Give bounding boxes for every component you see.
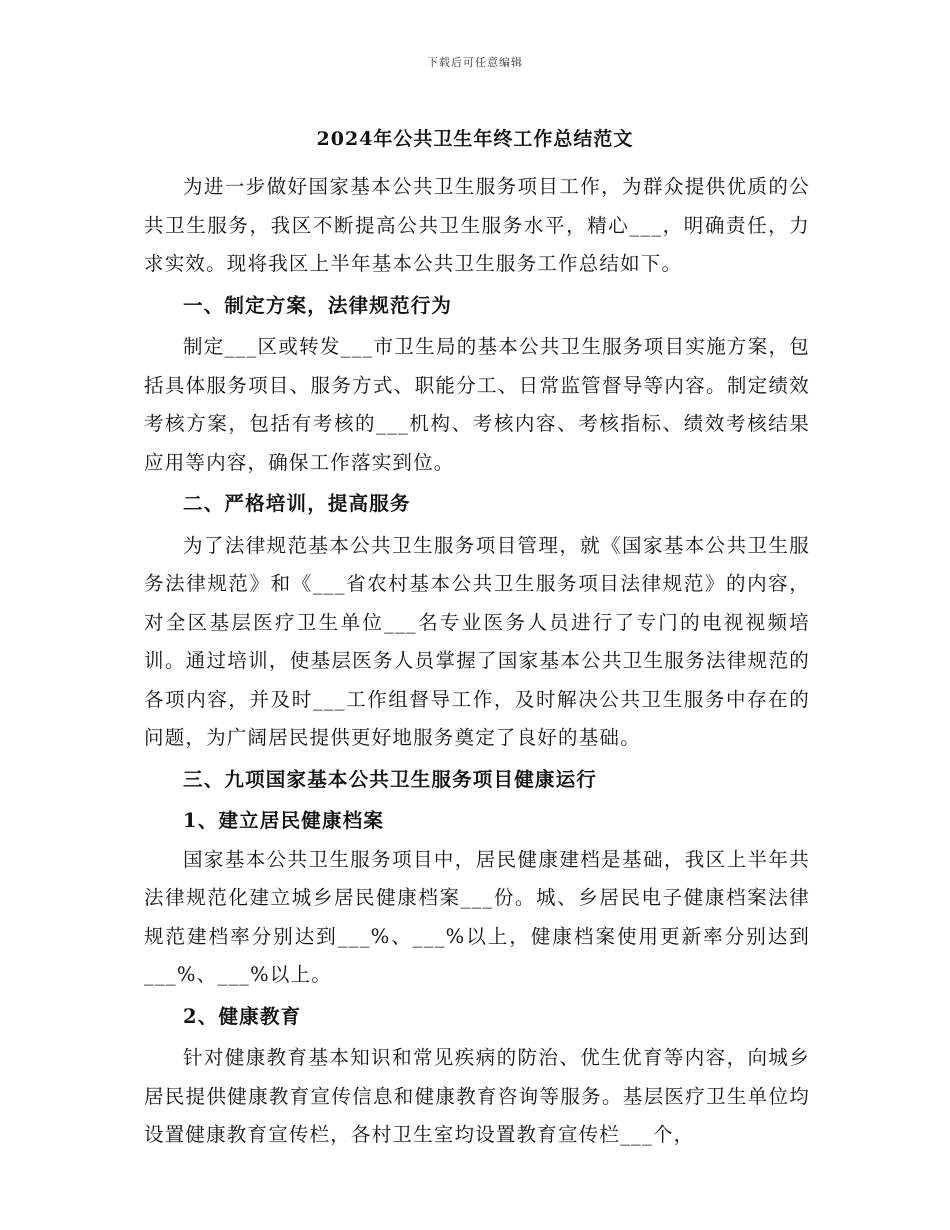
section-1-heading: 一、制定方案，法律规范行为 [183, 293, 453, 317]
section-2-paragraph: 为了法律规范基本公共卫生服务项目管理，就《国家基本公共卫生服务法律规范》和《___省农村基本公共卫生服务项目法律规范》的内容，对全区基层医疗卫生单位___名专业医务人员进行了专门的电视视频培训。通过培训，使基层医务人员掌握了国家基本公共卫生服务法律规范的各项内容，并及时___工作组督导工作，及时解决公共卫生服务中存在的问题，为广阔居民提供更好地服务奠定了良好的基础。 [144, 533, 810, 749]
subsection-1-paragraph: 国家基本公共卫生服务项目中，居民健康建档是基础，我区上半年共法律规范化建立城乡居民健康档案___份。城、乡居民电子健康档案法律规范建档率分别达到___%、___%以上，健康档案使用更新率分别达到___%、___%以上。 [144, 847, 810, 986]
document-title: 2024年公共卫生年终工作总结范文 [316, 128, 634, 150]
header-note: 下载后可任意编辑 [427, 56, 523, 69]
section-2-heading: 二、严格培训，提高服务 [183, 492, 411, 515]
document-body [144, 168, 810, 1155]
section-3-heading: 三、九项国家基本公共卫生服务项目健康运行 [183, 767, 598, 791]
subsection-2-heading: 2、健康教育 [183, 1004, 302, 1028]
subsection-2-paragraph: 针对健康教育基本知识和常见疾病的防治、优生优育等内容，向城乡居民提供健康教育宣传信息和健康教育咨询等服务。基层医疗卫生单位均设置健康教育宣传栏，各村卫生室均设置教育宣传栏___个， [144, 1046, 810, 1146]
subsection-1-heading: 1、建立居民健康档案 [183, 809, 385, 832]
intro-paragraph: 为进一步做好国家基本公共卫生服务项目工作，为群众提供优质的公共卫生服务，我区不断提高公共卫生服务水平，精心___，明确责任，力求实效。现将我区上半年基本公共卫生服务工作总结如下。 [144, 175, 810, 275]
section-1-paragraph: 制定___区或转发___市卫生局的基本公共卫生服务项目实施方案，包括具体服务项目、服务方式、职能分工、日常监管督导等内容。制定绩效考核方案，包括有考核的___机构、考核内容、考核指标、绩效考核结果应用等内容，确保工作落实到位。 [144, 335, 810, 474]
